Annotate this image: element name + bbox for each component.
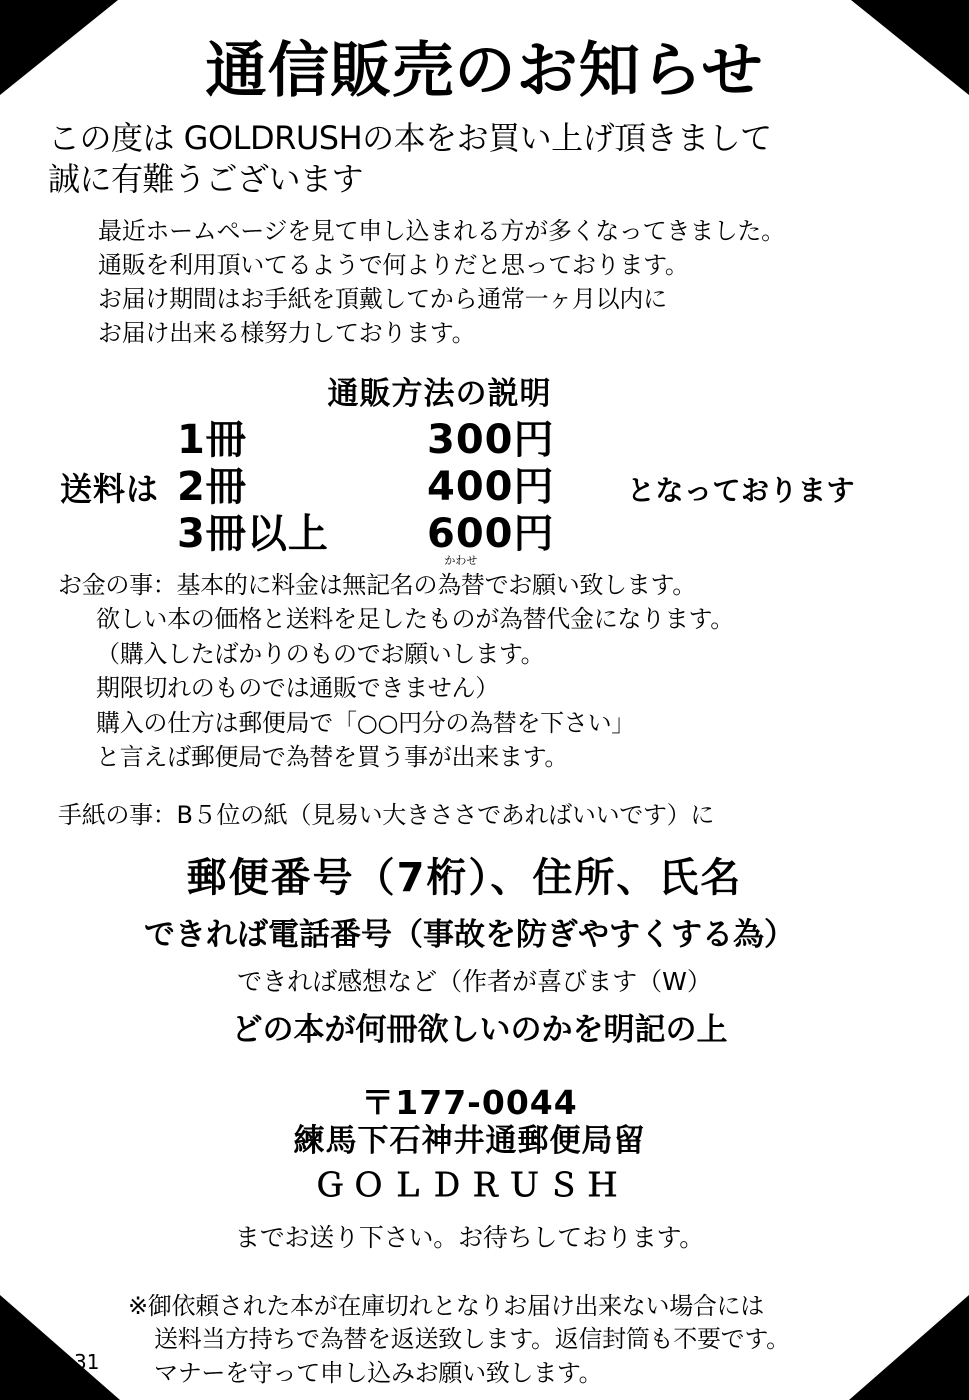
shipping-price: 400円 [427, 464, 555, 511]
address-recipient-name: ＧＯＬＤＲＵＳＨ [313, 1165, 626, 1204]
mailing-address-block [0, 1083, 969, 1254]
letter-phone-request: できれば電話番号（事故を防ぎやすくする為） [144, 916, 795, 953]
shipping-fee-section [0, 417, 969, 557]
lead-line-1: この度は GOLDRUSHの本をお買い上げ頂きまして [48, 119, 772, 157]
letter-comment-request: できれば感想など（作者が喜びます（W） [237, 966, 712, 996]
document-content [0, 38, 969, 1391]
stock-notice [0, 1290, 969, 1391]
table-row [177, 511, 855, 558]
address-send-note: までお送り下さい。お待ちしております。 [234, 1222, 705, 1252]
shipping-section-heading: 通販方法の説明 [327, 376, 552, 413]
money-line-6: と言えば郵便局で為替を買う事が出来ます。 [96, 743, 569, 772]
table-row [177, 417, 855, 464]
money-line-2: 欲しい本の価格と送料を足したものが為替代金になります。 [96, 605, 734, 634]
money-line-4: 期限切れのものでは通販できません） [96, 674, 499, 703]
notice-line-3: マナーを守って申し込みお願い致します。 [154, 1358, 603, 1387]
letter-order-detail-request: どの本が何冊欲しいのかを明記の上 [231, 1011, 728, 1048]
money-instructions [0, 553, 969, 775]
shipping-qty: 1冊 [177, 417, 247, 464]
ruby-base: 為替 [437, 570, 485, 599]
intro-line-3: お届け期間はお手紙を頂戴してから通常一ヶ月以内に [98, 285, 667, 314]
money-line-1-pre: お金の事：基本的に料金は無記名の [58, 570, 438, 599]
notice-line-1: ※御依頼された本が在庫切れとなりお届け出来ない場合には [128, 1291, 765, 1320]
address-postal-code: 〒177-0044 [361, 1082, 578, 1122]
money-line-5: 購入の仕方は郵便局で「○○円分の為替を下さい」 [96, 708, 635, 737]
ruby-reading: かわせ [444, 553, 478, 567]
address-line: 練馬下石神井通郵便局留 [293, 1123, 646, 1160]
shipping-qty: 3冊以上 [177, 510, 329, 557]
intro-line-2: 通販を利用頂いてるようで何よりだと思っております。 [98, 250, 689, 279]
notice-line-2: 送料当方持ちで為替を返送致します。返信封筒も不要です。 [154, 1325, 790, 1354]
intro-line-1: 最近ホームページを見て申し込まれる方が多くなってきました。 [98, 216, 785, 245]
table-row [177, 464, 855, 511]
lead-paragraph [0, 118, 969, 200]
page-number: 31 [74, 1350, 100, 1374]
intro-paragraph [0, 214, 969, 350]
letter-required-fields: 郵便番号（7桁）、住所、氏名 [186, 854, 743, 901]
lead-line-2: 誠に有難うございます [48, 159, 364, 198]
ruby-annotation-group [437, 553, 485, 603]
money-line-1 [58, 553, 969, 603]
shipping-price: 600円 [427, 510, 555, 557]
shipping-price: 300円 [427, 417, 555, 464]
shipping-suffix: となっております [627, 474, 856, 508]
intro-line-4: お届け出来る様努力しております。 [98, 319, 476, 348]
shipping-fee-label: 送料は [60, 470, 160, 509]
shipping-qty: 2冊 [177, 464, 247, 511]
money-line-1-post: でお願い致します。 [484, 570, 696, 599]
letter-instruction-line: 手紙の事：B５位の紙（見易い大きささであればいいです）に [58, 800, 715, 829]
shipping-fee-table [177, 417, 855, 557]
page-title: 通信販売のお知らせ [205, 36, 764, 106]
money-line-3: （購入したばかりのものでお願いします。 [96, 639, 545, 668]
